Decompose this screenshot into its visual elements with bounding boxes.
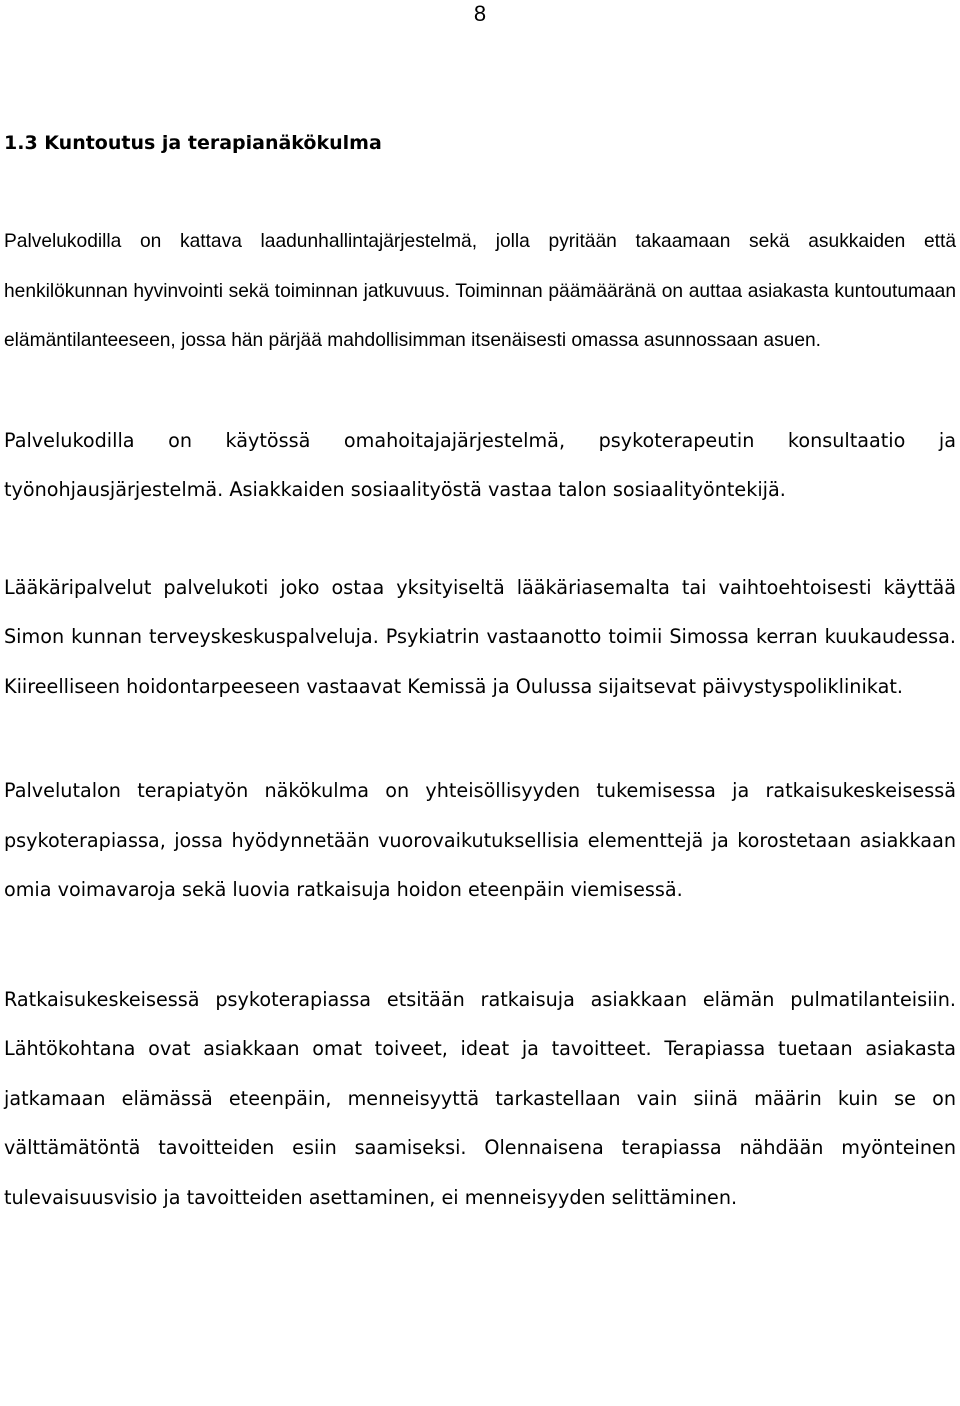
section-heading: 1.3 Kuntoutus ja terapianäkökulma	[4, 132, 382, 154]
page-number: 8	[473, 1, 487, 26]
paragraph-quality-system: Palvelukodilla on kattava laadunhallintajärjestelmä, jolla pyritään takaamaan sekä asukkaiden että henkilökunnan hyvinvointi sekä toiminnan jatkuvuus. Toiminnan päämääränä on auttaa asiakasta kuntoutumaan elämäntilanteeseen, jossa hän pärjää mahdollisimman itsenäisesti omassa asunnossaan asuen.	[4, 231, 956, 351]
paragraph-solution-focused-therapy: Ratkaisukeskeisessä psykoterapiassa etsitään ratkaisuja asiakkaan elämän pulmatilanteisiin. Lähtökohtana ovat asiakkaan omat toiveet, ideat ja tavoitteet. Terapiassa tuetaan asiakasta jatkamaan elämässä eteenpäin, menneisyyttä tarkastellaan vain siinä määrin kuin se on välttämätöntä tavoitteiden esiin saamiseksi. Olennaisena terapiassa nähdään myönteinen tulevaisuusvisio ja tavoitteiden asettaminen, ei menneisyyden selittäminen.	[4, 987, 956, 1209]
document-body	[4, 128, 956, 1272]
paragraph-medical-services: Lääkäripalvelut palvelukoti joko ostaa yksityiseltä lääkäriasemalta tai vaihtoehtoisesti käyttää Simon kunnan terveyskeskuspalveluja. Psykiatrin vastaanotto toimii Simossa kerran kuukaudessa. Kiireelliseen hoidontarpeeseen vastaavat Kemissä ja Oulussa sijaitsevat päivystyspoliklinikat.	[4, 575, 956, 698]
paragraph-care-system: Palvelukodilla on käytössä omahoitajajärjestelmä, psykoterapeutin konsultaatio ja työnohjausjärjestelmä. Asiakkaiden sosiaalityöstä vastaa talon sosiaalityöntekijä.	[4, 428, 956, 501]
paragraph-therapy-perspective: Palvelutalon terapiatyön näkökulma on yhteisöllisyyden tukemisessa ja ratkaisukeskeisessä psykoterapiassa, jossa hyödynnetään vuorovaikutuksellisia elementtejä ja korostetaan asiakkaan omia voimavaroja sekä luovia ratkaisuja hoidon eteenpäin viemisessä.	[4, 779, 956, 901]
